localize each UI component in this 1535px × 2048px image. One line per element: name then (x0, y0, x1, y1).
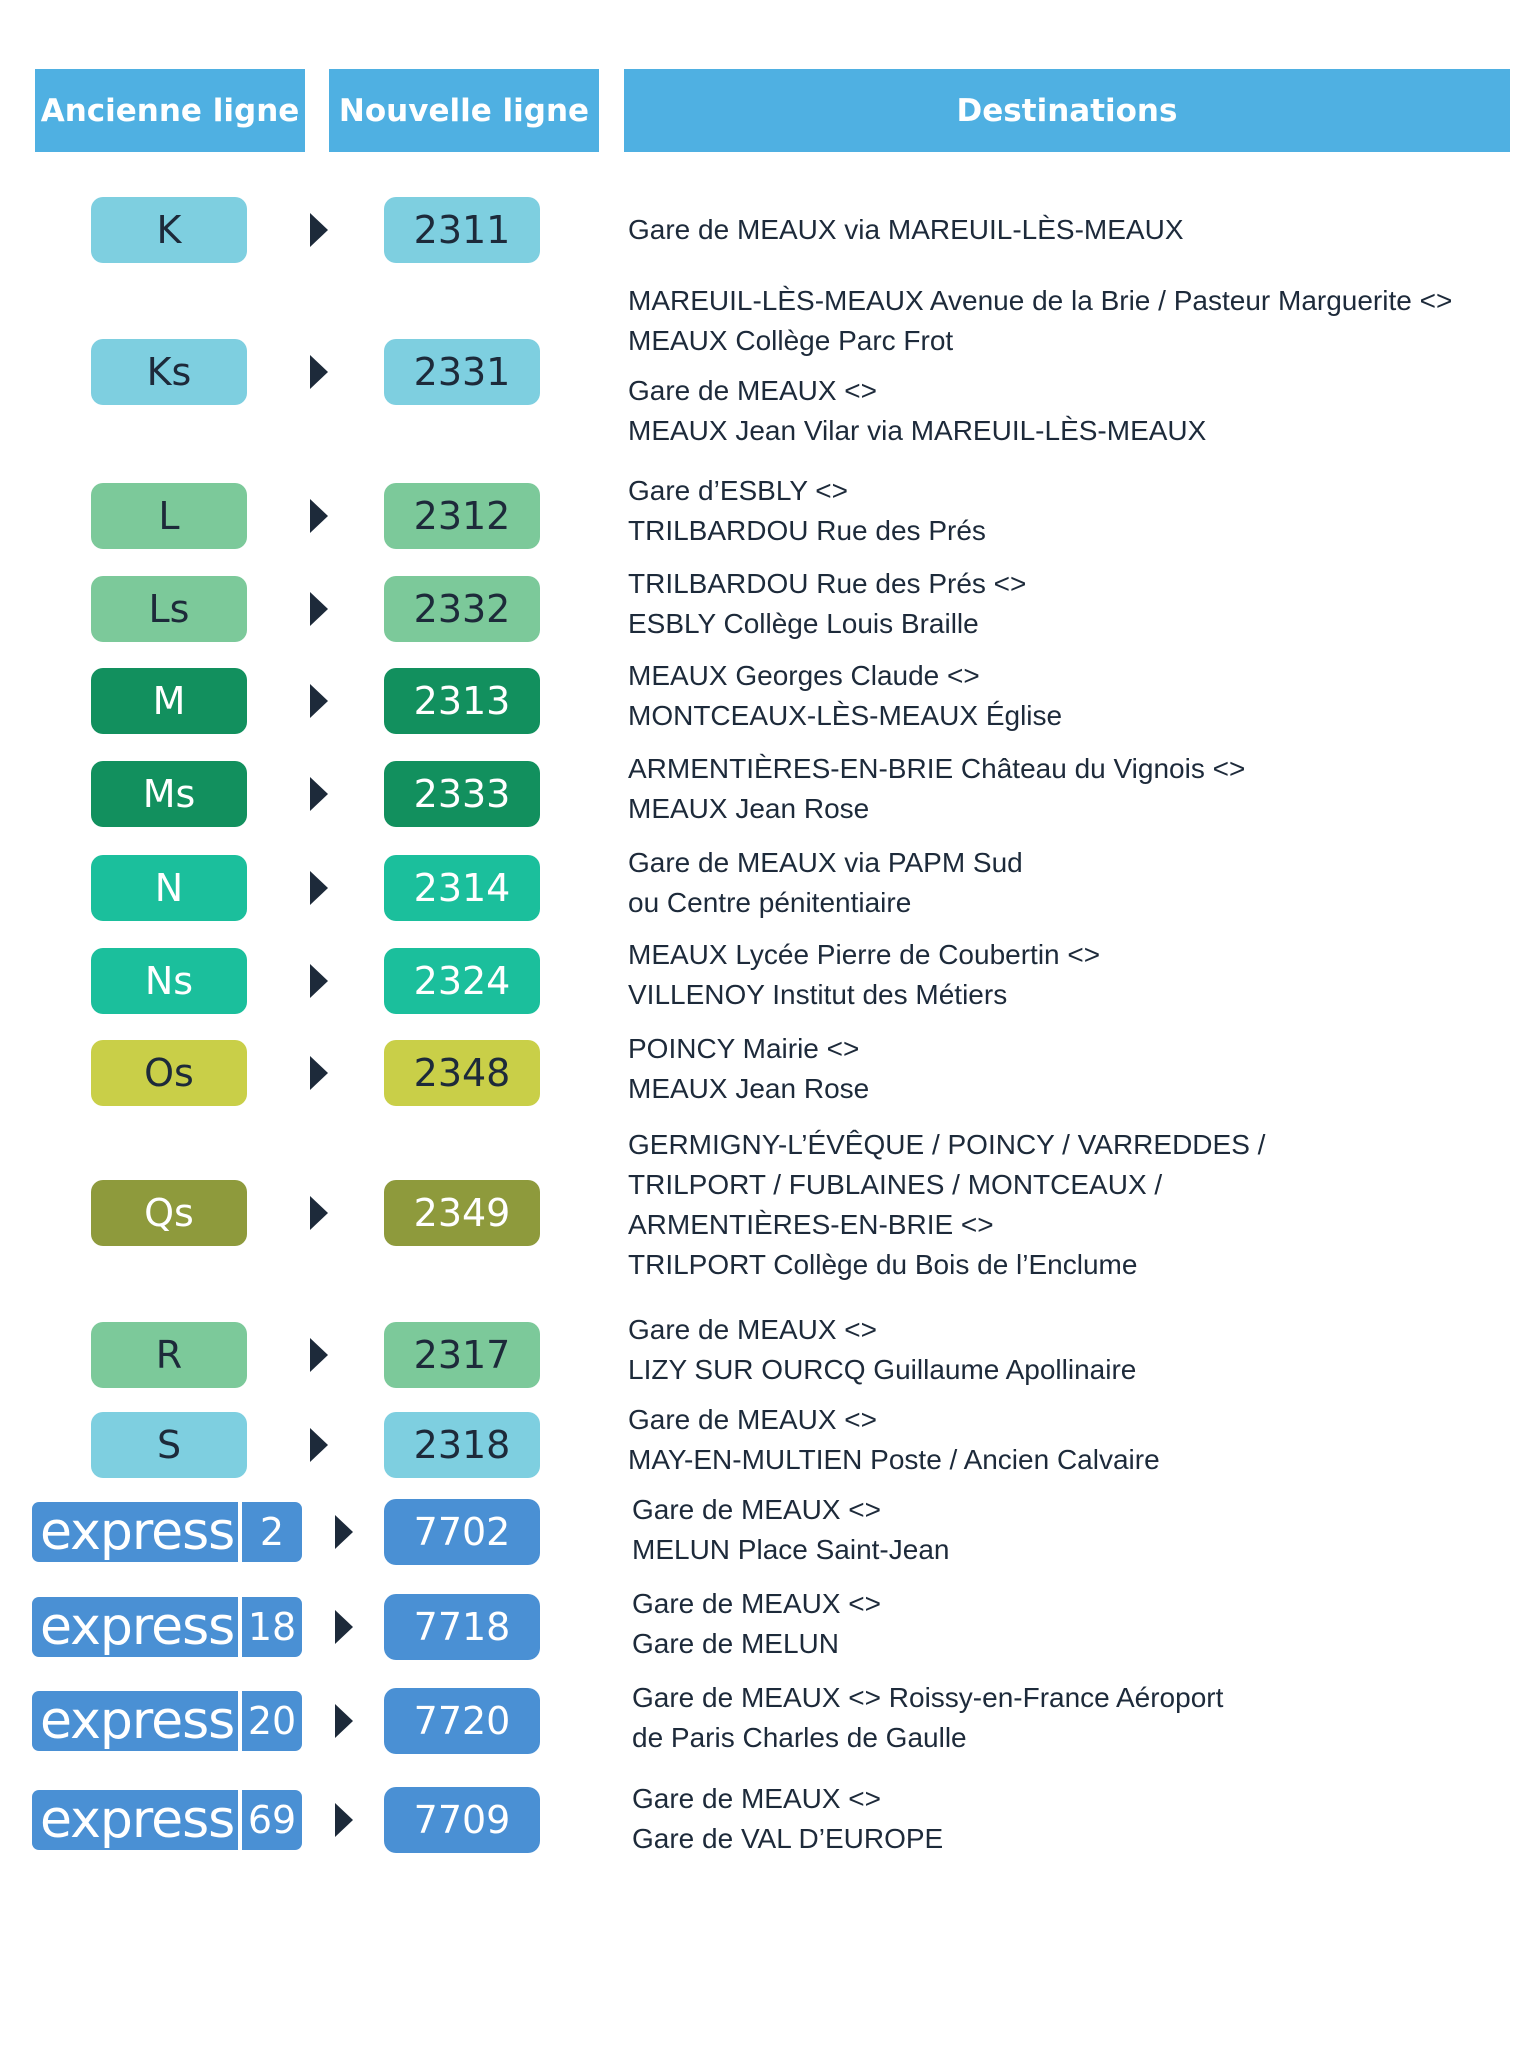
destination-line: Gare de MEAUX <> (632, 1783, 882, 1814)
arrow-right-icon (310, 355, 328, 389)
header-new-line-label: Nouvelle ligne (338, 92, 590, 129)
express-line-number: 18 (247, 1605, 297, 1649)
destination-line: MELUN Place Saint-Jean (632, 1534, 950, 1565)
destination-text (628, 281, 1508, 451)
arrow-right-icon (310, 964, 328, 998)
destination-line: MEAUX Lycée Pierre de Coubertin <> (628, 939, 1101, 970)
destination-line: ARMENTIÈRES-EN-BRIE <> (628, 1209, 994, 1240)
new-line-badge: 7718 (384, 1594, 540, 1660)
destination-line: GERMIGNY-L’ÉVÊQUE / POINCY / VARREDDES / (628, 1129, 1266, 1160)
express-logo-text: express (40, 1691, 235, 1751)
express-logo-text: express (40, 1502, 235, 1562)
arrow-right-icon (310, 213, 328, 247)
destination-line: TRILBARDOU Rue des Prés (628, 515, 986, 546)
destination-text (628, 564, 1508, 644)
destination-text (632, 1584, 1512, 1664)
destination-line: Gare d’ESBLY <> (628, 475, 848, 506)
destination-line: Gare de MEAUX <> (628, 1314, 878, 1345)
arrow-right-icon (310, 871, 328, 905)
header-old-line-label: Ancienne ligne (40, 92, 300, 129)
new-line-badge: 7702 (384, 1499, 540, 1565)
destination-line: ou Centre pénitentiaire (628, 887, 912, 918)
arrow-right-icon (310, 1338, 328, 1372)
new-line-badge: 7709 (384, 1787, 540, 1853)
express-logo-text: express (40, 1597, 235, 1657)
old-line-badge: Qs (91, 1180, 247, 1246)
header-old-line (35, 69, 305, 152)
destination-line: MEAUX Jean Rose (628, 793, 870, 824)
new-line-badge: 2332 (384, 576, 540, 642)
header-destinations-label: Destinations (956, 92, 1178, 129)
destination-line: Gare de MEAUX <> (628, 375, 878, 406)
new-line-badge: 2311 (384, 197, 540, 263)
destination-line: TRILPORT / FUBLAINES / MONTCEAUX / (628, 1169, 1163, 1200)
new-line-badge: 2318 (384, 1412, 540, 1478)
new-line-badge: 2324 (384, 948, 540, 1014)
destination-text (628, 1029, 1508, 1109)
express-line-number: 20 (247, 1699, 297, 1743)
destination-text (628, 210, 1508, 250)
old-line-badge: S (91, 1412, 247, 1478)
header-destinations (624, 69, 1510, 152)
destination-line: MEAUX Jean Vilar via MAREUIL-LÈS-MEAUX (628, 415, 1207, 446)
destination-line: TRILBARDOU Rue des Prés <> (628, 568, 1027, 599)
destination-line: POINCY Mairie <> (628, 1033, 860, 1064)
new-line-badge: 2348 (384, 1040, 540, 1106)
destination-line: MAY-EN-MULTIEN Poste / Ancien Calvaire (628, 1444, 1160, 1475)
old-line-badge: Os (91, 1040, 247, 1106)
destination-text (632, 1678, 1512, 1758)
destination-line: MEAUX Collège Parc Frot (628, 325, 954, 356)
old-line-badge: Ks (91, 339, 247, 405)
destination-line: MAREUIL-LÈS-MEAUX Avenue de la Brie / Pasteur Marguerite <> (628, 285, 1453, 316)
new-line-badge: 2331 (384, 339, 540, 405)
destination-line: de Paris Charles de Gaulle (632, 1722, 967, 1753)
new-line-badge: 2349 (384, 1180, 540, 1246)
destination-line: VILLENOY Institut des Métiers (628, 979, 1008, 1010)
destination-text (628, 1125, 1508, 1285)
arrow-right-icon (310, 1428, 328, 1462)
old-line-badge: N (91, 855, 247, 921)
arrow-right-icon (310, 684, 328, 718)
arrow-right-icon (310, 1056, 328, 1090)
destination-line: MEAUX Georges Claude <> (628, 660, 980, 691)
express-line-number: 2 (259, 1510, 285, 1554)
old-line-badge: M (91, 668, 247, 734)
destination-line: TRILPORT Collège du Bois de l’Enclume (628, 1249, 1138, 1280)
destination-line: Gare de MEAUX <> (632, 1494, 882, 1525)
new-line-badge: 2312 (384, 483, 540, 549)
destination-text (628, 1400, 1508, 1480)
destination-line: ARMENTIÈRES-EN-BRIE Château du Vignois <> (628, 753, 1246, 784)
destination-line: Gare de MEAUX via MAREUIL-LÈS-MEAUX (628, 214, 1184, 245)
header-new-line (329, 69, 599, 152)
destination-line: Gare de MELUN (632, 1628, 839, 1659)
arrow-right-icon (335, 1803, 353, 1837)
destination-text (632, 1779, 1512, 1859)
old-line-badge: Ls (91, 576, 247, 642)
destination-text (628, 935, 1508, 1015)
express-line-badge (32, 1691, 302, 1751)
arrow-right-icon (310, 592, 328, 626)
new-line-badge: 2333 (384, 761, 540, 827)
destination-line: ESBLY Collège Louis Braille (628, 608, 979, 639)
old-line-badge: L (91, 483, 247, 549)
new-line-badge: 2317 (384, 1322, 540, 1388)
arrow-right-icon (310, 499, 328, 533)
destination-line: Gare de MEAUX <> (632, 1588, 882, 1619)
destination-line: MEAUX Jean Rose (628, 1073, 870, 1104)
destination-text (628, 1310, 1508, 1390)
destination-line: Gare de MEAUX <> Roissy-en-France Aéroport (632, 1682, 1224, 1713)
old-line-badge: Ms (91, 761, 247, 827)
express-line-badge (32, 1790, 302, 1850)
destination-line: MONTCEAUX-LÈS-MEAUX Église (628, 700, 1063, 731)
destination-line: Gare de VAL D’EUROPE (632, 1823, 944, 1854)
express-line-badge (32, 1502, 302, 1562)
destination-spacer (628, 361, 1508, 371)
old-line-badge: R (91, 1322, 247, 1388)
express-line-number: 69 (247, 1798, 297, 1842)
new-line-badge: 2313 (384, 668, 540, 734)
express-line-badge (32, 1597, 302, 1657)
destination-line: Gare de MEAUX <> (628, 1404, 878, 1435)
arrow-right-icon (310, 1196, 328, 1230)
destination-text (632, 1490, 1512, 1570)
destination-text (628, 749, 1508, 829)
destination-line: Gare de MEAUX via PAPM Sud (628, 847, 1023, 878)
destination-text (628, 471, 1508, 551)
arrow-right-icon (310, 777, 328, 811)
express-logo-text: express (40, 1790, 235, 1850)
arrow-right-icon (335, 1610, 353, 1644)
destination-text (628, 843, 1508, 923)
new-line-badge: 2314 (384, 855, 540, 921)
destination-line: LIZY SUR OURCQ Guillaume Apollinaire (628, 1354, 1137, 1385)
new-line-badge: 7720 (384, 1688, 540, 1754)
old-line-badge: K (91, 197, 247, 263)
arrow-right-icon (335, 1515, 353, 1549)
old-line-badge: Ns (91, 948, 247, 1014)
arrow-right-icon (335, 1704, 353, 1738)
destination-text (628, 656, 1508, 736)
